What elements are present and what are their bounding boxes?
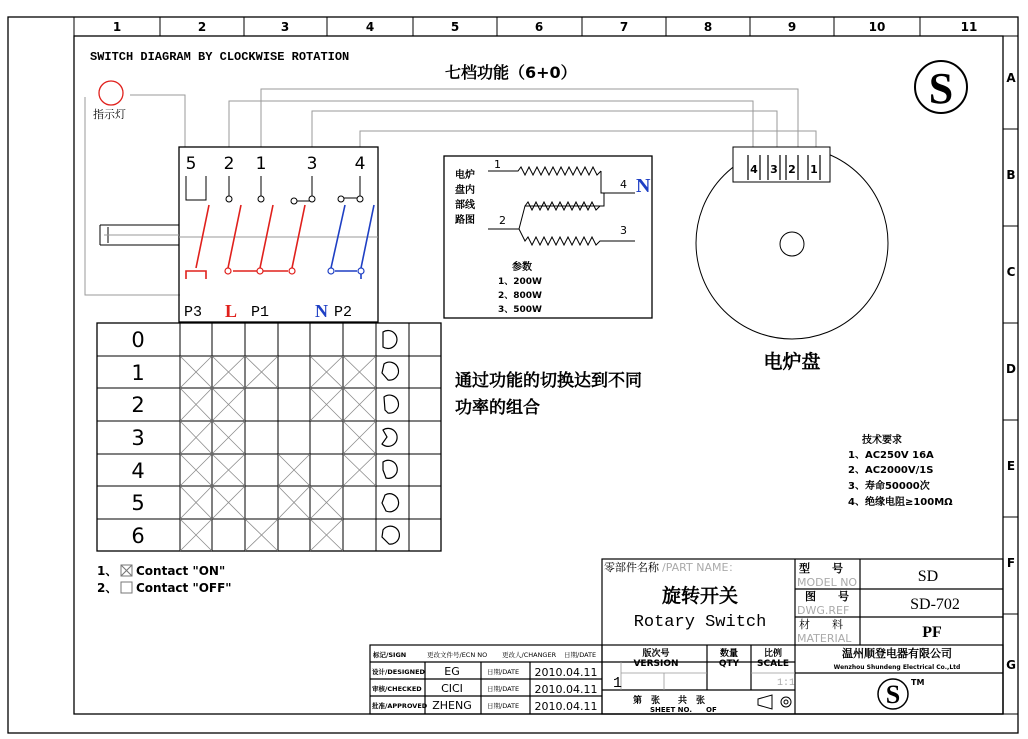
- tech-req-item: 1、AC250V 16A: [848, 450, 934, 461]
- legend-off-swatch: [121, 582, 132, 593]
- terminal-p2-label: P2: [334, 304, 353, 321]
- cam-icon: [382, 526, 399, 544]
- contact-on-mark: [212, 454, 245, 486]
- company-name-en: Wenzhou Shundeng Electrical Co.,Ltd: [833, 664, 961, 671]
- live-contacts: [186, 205, 305, 279]
- col-label: 5: [450, 20, 460, 34]
- company-logo-letter: S: [885, 680, 901, 709]
- part-name-cn: 零部件名称: [604, 561, 659, 574]
- tb-header-sign: 标记/SIGN: [373, 651, 407, 659]
- contact-on-mark: [245, 519, 278, 551]
- terminal-5-label: 5: [185, 154, 197, 174]
- terminal-p1-label: P1: [251, 304, 270, 321]
- checked-date: 2010.04.11: [534, 683, 598, 696]
- approved-date: 2010.04.11: [534, 700, 598, 713]
- cam-icon: [382, 362, 398, 380]
- terminal-4-label: 4: [354, 154, 366, 174]
- position-label: 4: [131, 459, 145, 483]
- part-name-value-cn: 旋转开关: [661, 585, 739, 607]
- model-label-cn: 型 号: [799, 562, 843, 575]
- col-label: 6: [534, 20, 544, 34]
- hotplate-terminal-4: 4: [750, 163, 758, 176]
- neutral-contacts: [331, 205, 374, 279]
- legend-on-label: Contact "ON": [136, 564, 226, 578]
- circuit-terminal-1: 1: [494, 158, 501, 171]
- designed-date-label: 日期/DATE: [487, 668, 520, 676]
- contact-on-mark: [278, 454, 310, 486]
- col-label: 8: [703, 20, 713, 34]
- tb-header-changer: 更改人/CHANGER: [502, 651, 557, 659]
- cam-shape-icons: [382, 331, 399, 545]
- contact-on-mark: [180, 486, 212, 519]
- legend-off-label: Contact "OFF": [136, 581, 232, 595]
- scale-label-en: SCALE: [757, 659, 789, 669]
- qty-label-en: QTY: [718, 659, 740, 669]
- contact-on-mark: [343, 356, 376, 388]
- approved-date-label: 日期/DATE: [487, 702, 520, 710]
- legend-num-off: 2、: [97, 581, 118, 595]
- hotplate-label: 电炉盘: [763, 351, 821, 373]
- circuit-label-line: 电炉: [455, 170, 475, 181]
- rotary-switch-schematic: [100, 147, 378, 322]
- dwg-value: SD-702: [910, 596, 960, 613]
- contact-sequence-table: [97, 323, 441, 551]
- description-line-1: 通过功能的切换达到不同: [455, 371, 642, 391]
- terminal-1-label: 1: [255, 154, 267, 174]
- version-label-cn: 版次号: [642, 649, 670, 659]
- contact-on-mark: [180, 421, 212, 454]
- terminal-l-label: L: [225, 301, 238, 321]
- cam-icon: [382, 494, 399, 512]
- cam-icon: [384, 395, 398, 413]
- row-label: C: [1006, 265, 1016, 279]
- col-label: 2: [197, 20, 207, 34]
- diagram-title-cn: 七档功能（6+0）: [445, 63, 577, 82]
- row-label: B: [1006, 168, 1016, 182]
- hotplate-inner-circuit: [444, 156, 652, 318]
- circuit-terminal-2: 2: [499, 214, 506, 227]
- contact-on-mark: [310, 388, 343, 421]
- contact-on-mark: [180, 388, 212, 421]
- contact-on-mark: [343, 421, 376, 454]
- version-value: 1: [613, 675, 623, 692]
- row-label: E: [1006, 459, 1016, 473]
- designed-label: 设计/DESIGNED: [372, 668, 425, 676]
- scale-value: 1:1: [777, 678, 796, 689]
- description-line-2: 功率的组合: [455, 398, 540, 418]
- terminal-p3-label: P3: [184, 304, 203, 321]
- dwg-label-en: DWG.REF: [797, 604, 850, 617]
- contact-on-mark: [212, 421, 245, 454]
- row-label: F: [1006, 556, 1016, 570]
- contact-on-mark: [310, 519, 343, 551]
- col-label: 1: [112, 20, 122, 34]
- position-label: 5: [131, 491, 145, 515]
- contact-on-mark: [343, 454, 376, 486]
- col-label: 10: [868, 20, 886, 34]
- technical-requirements: [848, 433, 953, 508]
- col-label: 7: [619, 20, 629, 34]
- contact-on-mark: [180, 454, 212, 486]
- brand-logo: [915, 61, 967, 113]
- designer-name: EG: [444, 665, 460, 678]
- logo-letter: S: [928, 64, 954, 113]
- tb-header-date: 日期/DATE: [564, 651, 597, 659]
- contact-on-mark: [343, 388, 376, 421]
- material-value: PF: [922, 624, 942, 641]
- col-label: 4: [365, 20, 375, 34]
- trademark: TM: [911, 678, 925, 687]
- contact-on-mark: [278, 486, 310, 519]
- switch-shaft: [100, 225, 179, 245]
- col-label: 3: [280, 20, 290, 34]
- position-label: 6: [131, 524, 145, 548]
- circuit-label-line: 部线: [455, 200, 475, 211]
- position-label: 1: [131, 361, 145, 385]
- param-item: 2、800W: [498, 291, 542, 301]
- sheet-no: 第 张 共 张: [633, 696, 706, 706]
- designed-date: 2010.04.11: [534, 666, 598, 679]
- model-value: SD: [917, 568, 939, 585]
- projection-symbol: [758, 695, 791, 709]
- checker-name: CICI: [441, 682, 463, 695]
- contact-on-mark: [310, 356, 343, 388]
- company-logo: [878, 678, 924, 709]
- row-label: G: [1006, 658, 1016, 672]
- hotplate-terminal-2: 2: [788, 163, 796, 176]
- terminal-n-label: N: [315, 301, 328, 321]
- circuit-terminal-4: 4: [620, 178, 627, 191]
- qty-label-cn: 数量: [719, 649, 739, 659]
- hotplate-terminal-1: 1: [810, 163, 818, 176]
- contact-on-mark: [212, 388, 245, 421]
- tb-header-ecn: 更改文件号/ECN NO: [427, 651, 488, 659]
- circuit-label-line: 盘内: [455, 185, 475, 196]
- sheet-no-en: SHEET NO. OF: [650, 706, 717, 714]
- contact-on-mark: [310, 486, 343, 519]
- row-label: D: [1006, 362, 1016, 376]
- params-title: 参数: [512, 262, 532, 273]
- wiring: [85, 89, 816, 295]
- position-label: 3: [131, 426, 145, 450]
- tech-req-item: 3、寿命50000次: [848, 481, 930, 492]
- col-label: 9: [787, 20, 797, 34]
- checked-label: 审核/CHECKED: [372, 685, 422, 693]
- terminal-2-label: 2: [223, 154, 235, 174]
- table-grid: [97, 323, 441, 551]
- checked-date-label: 日期/DATE: [487, 685, 520, 693]
- hotplate-drawing: [696, 147, 888, 373]
- indicator-label: 指示灯: [93, 108, 126, 121]
- contact-on-mark: [212, 356, 245, 388]
- version-label-en: VERSION: [633, 659, 679, 669]
- cam-icon: [383, 460, 397, 478]
- tech-req-item: 4、绝缘电阻≥100MΩ: [848, 497, 953, 508]
- legend: [97, 564, 232, 595]
- model-label-en: MODEL NO: [797, 576, 858, 589]
- part-name-value-en: Rotary Switch: [633, 613, 767, 632]
- contact-on-mark: [180, 356, 212, 388]
- hotplate-terminal-3: 3: [770, 163, 778, 176]
- cam-icon: [382, 428, 397, 446]
- cam-icon: [383, 331, 397, 349]
- terminal-3-label: 3: [306, 154, 318, 174]
- row-label: A: [1006, 71, 1016, 85]
- approver-name: ZHENG: [432, 699, 472, 712]
- param-item: 1、200W: [498, 277, 542, 287]
- approved-label: 批准/APPROVED: [372, 702, 428, 710]
- contact-on-mark: [212, 486, 245, 519]
- position-label: 0: [131, 328, 145, 352]
- circuit-label-line: 路图: [455, 215, 475, 226]
- param-item: 3、500W: [498, 305, 542, 315]
- contact-on-mark: [180, 519, 212, 551]
- legend-on-swatch: [121, 565, 132, 576]
- tech-req-title: 技术要求: [862, 435, 902, 446]
- material-label-cn: 材 料: [799, 618, 843, 631]
- indicator-lamp: [93, 81, 126, 121]
- title-block: [370, 559, 1003, 714]
- position-label: 2: [131, 393, 145, 417]
- col-label: 11: [960, 20, 978, 34]
- material-label-en: MATERIAL: [797, 632, 852, 645]
- part-name-en: /PART NAME：: [662, 561, 740, 574]
- circuit-n-label: N: [636, 175, 651, 197]
- scale-label-cn: 比例: [763, 649, 783, 659]
- company-name-cn: 温州顺登电器有限公司: [842, 647, 952, 660]
- contact-on-mark: [245, 356, 278, 388]
- circuit-terminal-3: 3: [620, 224, 627, 237]
- tech-req-item: 2、AC2000V/1S: [848, 465, 934, 476]
- diagram-title-en: SWITCH DIAGRAM BY CLOCKWISE ROTATION: [90, 50, 350, 64]
- dwg-label-cn: 图 号: [805, 590, 849, 603]
- legend-num-on: 1、: [97, 564, 118, 578]
